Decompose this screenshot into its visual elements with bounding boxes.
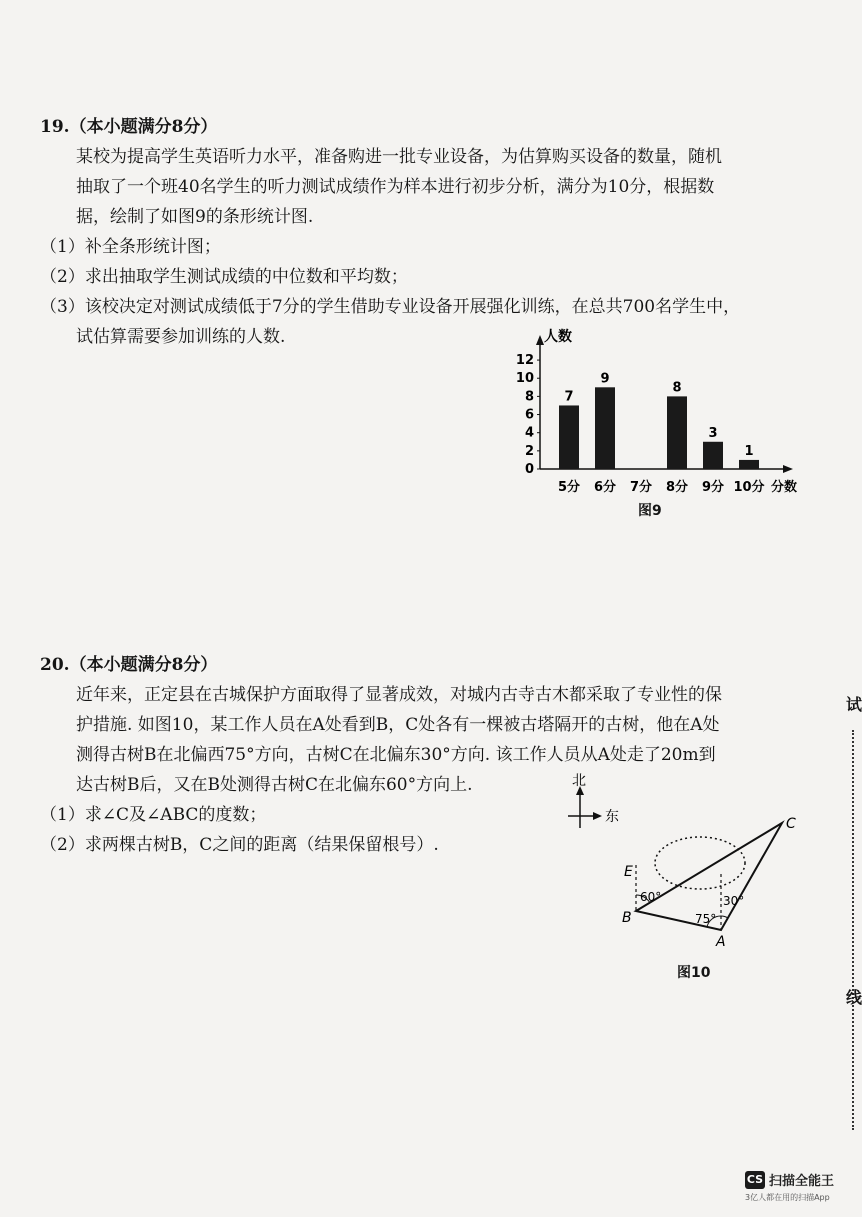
point-label-A: A — [716, 934, 726, 950]
y-tick-label: 0 — [524, 462, 534, 477]
data-label: 8 — [672, 380, 682, 396]
bar-chart — [500, 325, 820, 525]
scanner-logo-icon: CS — [745, 1171, 765, 1189]
x-tick-label: 6分 — [593, 480, 617, 495]
y-axis-label: 人数 — [544, 329, 572, 345]
figure-9 — [500, 325, 820, 525]
x-tick-label: 8分 — [665, 480, 689, 495]
y-tick-label: 12 — [515, 353, 534, 369]
x-tick-label: 5分 — [557, 480, 581, 495]
tower-ellipse — [655, 837, 745, 889]
scanner-slogan: 3亿人都在用的扫描App — [745, 1193, 830, 1202]
q20-sub-1: （1）求∠C及∠ABC的度数； — [40, 805, 267, 825]
y-tick-label: 4 — [524, 425, 534, 441]
x-axis-label: 分数 — [771, 480, 798, 495]
y-axis-arrow-icon — [536, 335, 544, 345]
figure-10 — [560, 770, 820, 990]
q20-body-line-4: 达古树B后，又在B处测得古树C在北偏东60°方向上. — [76, 775, 473, 795]
east-arrow-icon — [593, 812, 602, 820]
data-label: 7 — [564, 389, 574, 405]
y-tick-label: 2 — [524, 443, 534, 459]
question-19 — [40, 112, 830, 352]
edge-char-1: 试 — [846, 695, 862, 714]
q20-heading: 20.（本小题满分8分） — [40, 655, 218, 675]
figure-9-caption: 图9 — [638, 503, 662, 519]
angle-label-60: 60° — [640, 890, 662, 904]
q19-heading: 19.（本小题满分8分） — [40, 117, 218, 137]
data-label: 9 — [600, 371, 610, 387]
bar — [739, 460, 759, 469]
q19-sub-1: （1）补全条形统计图； — [40, 237, 221, 257]
data-label: 1 — [744, 443, 754, 459]
edge-char-2: 线 — [846, 988, 862, 1007]
figure-10-caption: 图10 — [677, 965, 711, 981]
data-label: 3 — [708, 425, 718, 441]
binding-dotted-line — [852, 730, 860, 1130]
q19-body-line-3: 据，绘制了如图9的条形统计图. — [76, 207, 314, 227]
geometry-diagram — [560, 770, 820, 990]
q20-body-line-2: 护措施. 如图10，某工作人员在A处看到B，C处各有一棵被古塔隔开的古树，他在A处 — [76, 715, 720, 735]
y-tick-label: 6 — [524, 407, 534, 423]
compass-north-label: 北 — [572, 773, 586, 789]
bar — [667, 396, 687, 469]
compass-east-label: 东 — [605, 809, 619, 825]
q19-sub-2: （2）求出抽取学生测试成绩的中位数和平均数； — [40, 267, 408, 287]
q20-body-line-1: 近年来，正定县在古城保护方面取得了显著成效，对城内古寺古木都采取了专业性的保 — [76, 685, 722, 705]
point-label-E: E — [624, 864, 633, 880]
angle-label-30: 30° — [723, 894, 745, 908]
q19-body-line-2: 抽取了一个班40名学生的听力测试成绩作为样本进行初步分析，满分为10分，根据数 — [76, 177, 715, 197]
x-axis-arrow-icon — [783, 465, 793, 473]
bar — [559, 405, 579, 469]
q20-sub-2: （2）求两棵古树B，C之间的距离（结果保留根号）. — [40, 835, 439, 855]
y-tick-label: 10 — [515, 371, 534, 387]
y-tick-label: 8 — [524, 389, 534, 405]
q19-sub-3: （3）该校决定对测试成绩低于7分的学生借助专业设备开展强化训练，在总共700名学生中， — [40, 297, 741, 317]
bar — [703, 442, 723, 469]
q20-body-line-3: 测得古树B在北偏西75°方向，古树C在北偏东30°方向. 该工作人员从A处走了20m到 — [76, 745, 716, 765]
angle-arc-30 — [721, 916, 728, 918]
x-tick-label: 9分 — [701, 480, 725, 495]
point-label-C: C — [786, 816, 796, 832]
angle-label-75: 75° — [695, 912, 717, 926]
point-label-B: B — [622, 910, 632, 926]
scanner-brand: 扫描全能王 — [769, 1174, 835, 1189]
x-tick-label: 7分 — [629, 480, 653, 495]
q19-body-line-1: 某校为提高学生英语听力水平，准备购进一批专业设备，为估算购买设备的数量，随机 — [76, 147, 722, 167]
x-tick-label: 10分 — [733, 480, 765, 495]
bar — [595, 387, 615, 469]
scanner-watermark — [745, 1168, 855, 1208]
q19-sub-3-cont: 试估算需要参加训练的人数. — [76, 327, 286, 347]
